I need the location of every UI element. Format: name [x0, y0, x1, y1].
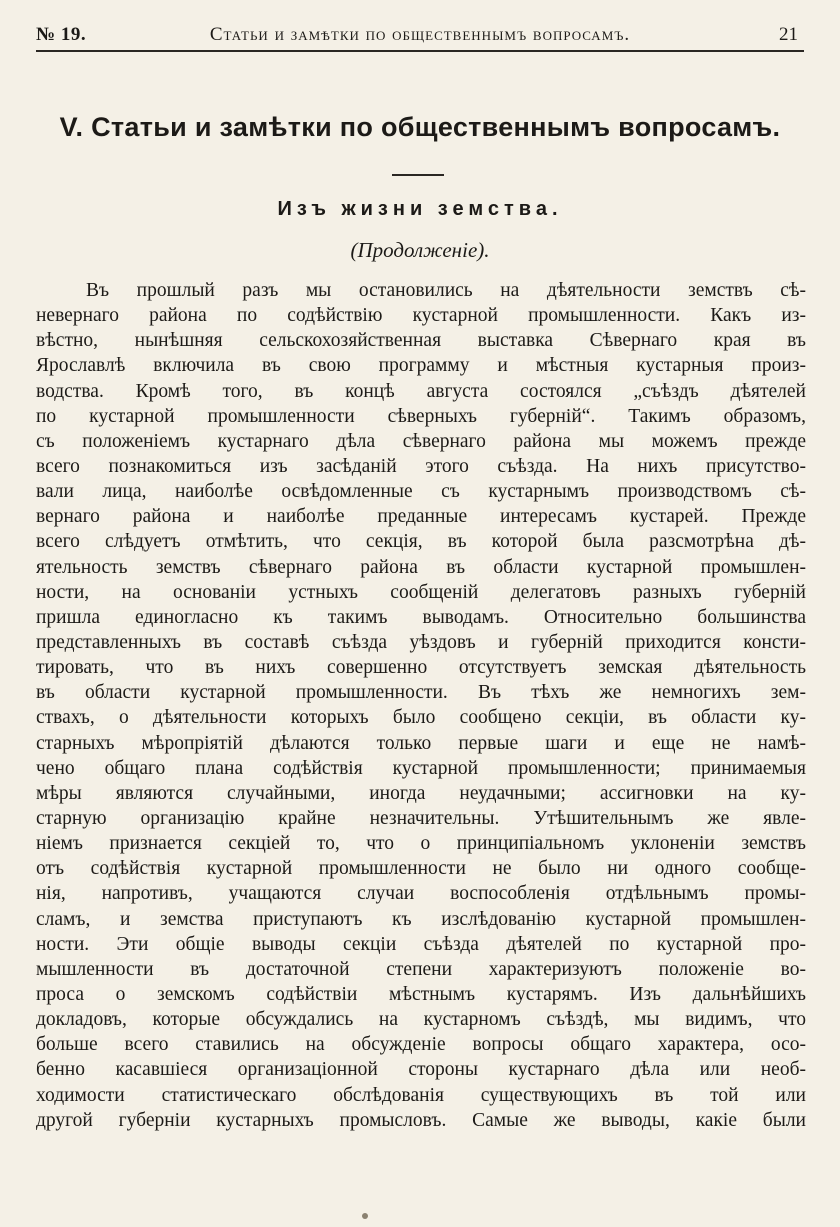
- text-line: ніемъ признается секціей то, что о принципіальномъ уклоненіи земствъ: [36, 833, 806, 855]
- text-line: по кустарной промышленности сѣверныхъ губерній“. Такимъ образомъ,: [36, 405, 806, 427]
- text-line: проса о земскомъ содѣйствіи мѣстнымъ кустарямъ. Изъ дальнѣйшихъ: [36, 983, 806, 1005]
- running-header: [36, 22, 804, 52]
- issue-number: № 19.: [36, 24, 87, 45]
- text-line: невернаго района по содѣйствію кустарной промышленности. Какъ из-: [36, 305, 806, 327]
- text-line: всего познакомиться изъ засѣданій этого съѣзда. На нихъ присутство-: [36, 455, 806, 477]
- text-line: водства. Кромѣ того, въ концѣ августа состоялся „съѣздъ дѣятелей: [36, 380, 806, 402]
- text-line: ности. Эти общіе выводы секціи съѣзда дѣятелей по кустарной про-: [36, 933, 806, 955]
- text-line: вернаго района и наиболѣе преданные интересамъ кустарей. Прежде: [36, 506, 806, 528]
- text-line: старную организацію крайне незначительны. Утѣшительнымъ же явле-: [36, 807, 806, 829]
- text-line: тировать, что въ нихъ совершенно отсутствуетъ земская дѣятельность: [36, 657, 806, 679]
- text-line: больше всего ставились на обсужденіе вопросы общаго характера, осо-: [36, 1034, 806, 1056]
- text-line: съ положеніемъ кустарнаго дѣла сѣвернаго района мы можемъ прежде: [36, 430, 806, 452]
- text-line: всего слѣдуетъ отмѣтить, что секція, въ которой была разсмотрѣна дѣ-: [36, 531, 806, 553]
- text-line: въ области кустарной промышленности. Въ тѣхъ же немногихъ зем-: [36, 682, 806, 704]
- text-line: ятельность земствъ сѣвернаго района въ области кустарной промышлен-: [36, 556, 806, 578]
- continued-note: (Продолженіе).: [350, 238, 490, 262]
- text-line: старныхъ мѣропріятій дѣлаются только первые шаги и еще не намѣ-: [36, 732, 806, 754]
- article-title: Изъ жизни земства.: [277, 198, 563, 220]
- text-line: отъ содѣйствія кустарной промышленности не было ни одного сообще-: [36, 858, 806, 880]
- text-line: ствахъ, о дѣятельности которыхъ было сообщено секціи, въ области ку-: [36, 707, 806, 729]
- text-line: мышленности въ достаточной степени характеризуютъ положеніе во-: [36, 958, 806, 980]
- title-divider: [392, 174, 444, 176]
- text-line: бенно касавшіеся организаціонной стороны кустарнаго дѣла или необ-: [36, 1059, 806, 1081]
- text-line: пришла единогласно къ такимъ выводамъ. Относительно большинства: [36, 606, 806, 628]
- article-body: [36, 278, 806, 1133]
- section-title: V. Статьи и замѣтки по общественнымъ вопросамъ.: [59, 112, 781, 142]
- page-speck: [362, 1213, 368, 1219]
- text-line: мѣры являются случайными, иногда неудачными; ассигновки на ку-: [36, 782, 806, 804]
- text-line: сламъ, и земства приступаютъ къ изслѣдованію кустарной промышлен-: [36, 908, 806, 930]
- text-line: ходимости статистическаго обслѣдованія существующихъ въ той или: [36, 1084, 806, 1106]
- text-line: представленныхъ въ составѣ съѣзда уѣздовъ и губерній приходится консти-: [36, 631, 806, 653]
- text-line: нія, напротивъ, учащаются случаи воспособленія отдѣльнымъ промы-: [36, 883, 806, 905]
- text-line: ности, на основаніи устныхъ сообщеній делегатовъ разныхъ губерній: [36, 581, 806, 603]
- running-title: Статьи и замѣтки по общественнымъ вопросамъ.: [209, 24, 631, 45]
- text-line: другой губерніи кустарныхъ промысловъ. Самые же выводы, какіе были: [36, 1109, 806, 1131]
- text-line: вали лица, наиболѣе освѣдомленные съ кустарнымъ производствомъ сѣ-: [36, 481, 806, 503]
- text-line: докладовъ, которые обсуждались на кустарномъ съѣздѣ, мы видимъ, что: [36, 1009, 806, 1031]
- text-line: чено общаго плана содѣйствія кустарной промышленности; принимаемыя: [36, 757, 806, 779]
- text-line: Въ прошлый разъ мы остановились на дѣятельности земствъ сѣ-: [86, 280, 806, 301]
- text-line: вѣстно, нынѣшняя сельскохозяйственная выставка Сѣвернаго края въ: [36, 330, 806, 352]
- page-number: 21: [779, 24, 798, 45]
- text-line: Ярославлѣ включила въ свою программу и мѣстныя кустарныя произ-: [36, 355, 806, 377]
